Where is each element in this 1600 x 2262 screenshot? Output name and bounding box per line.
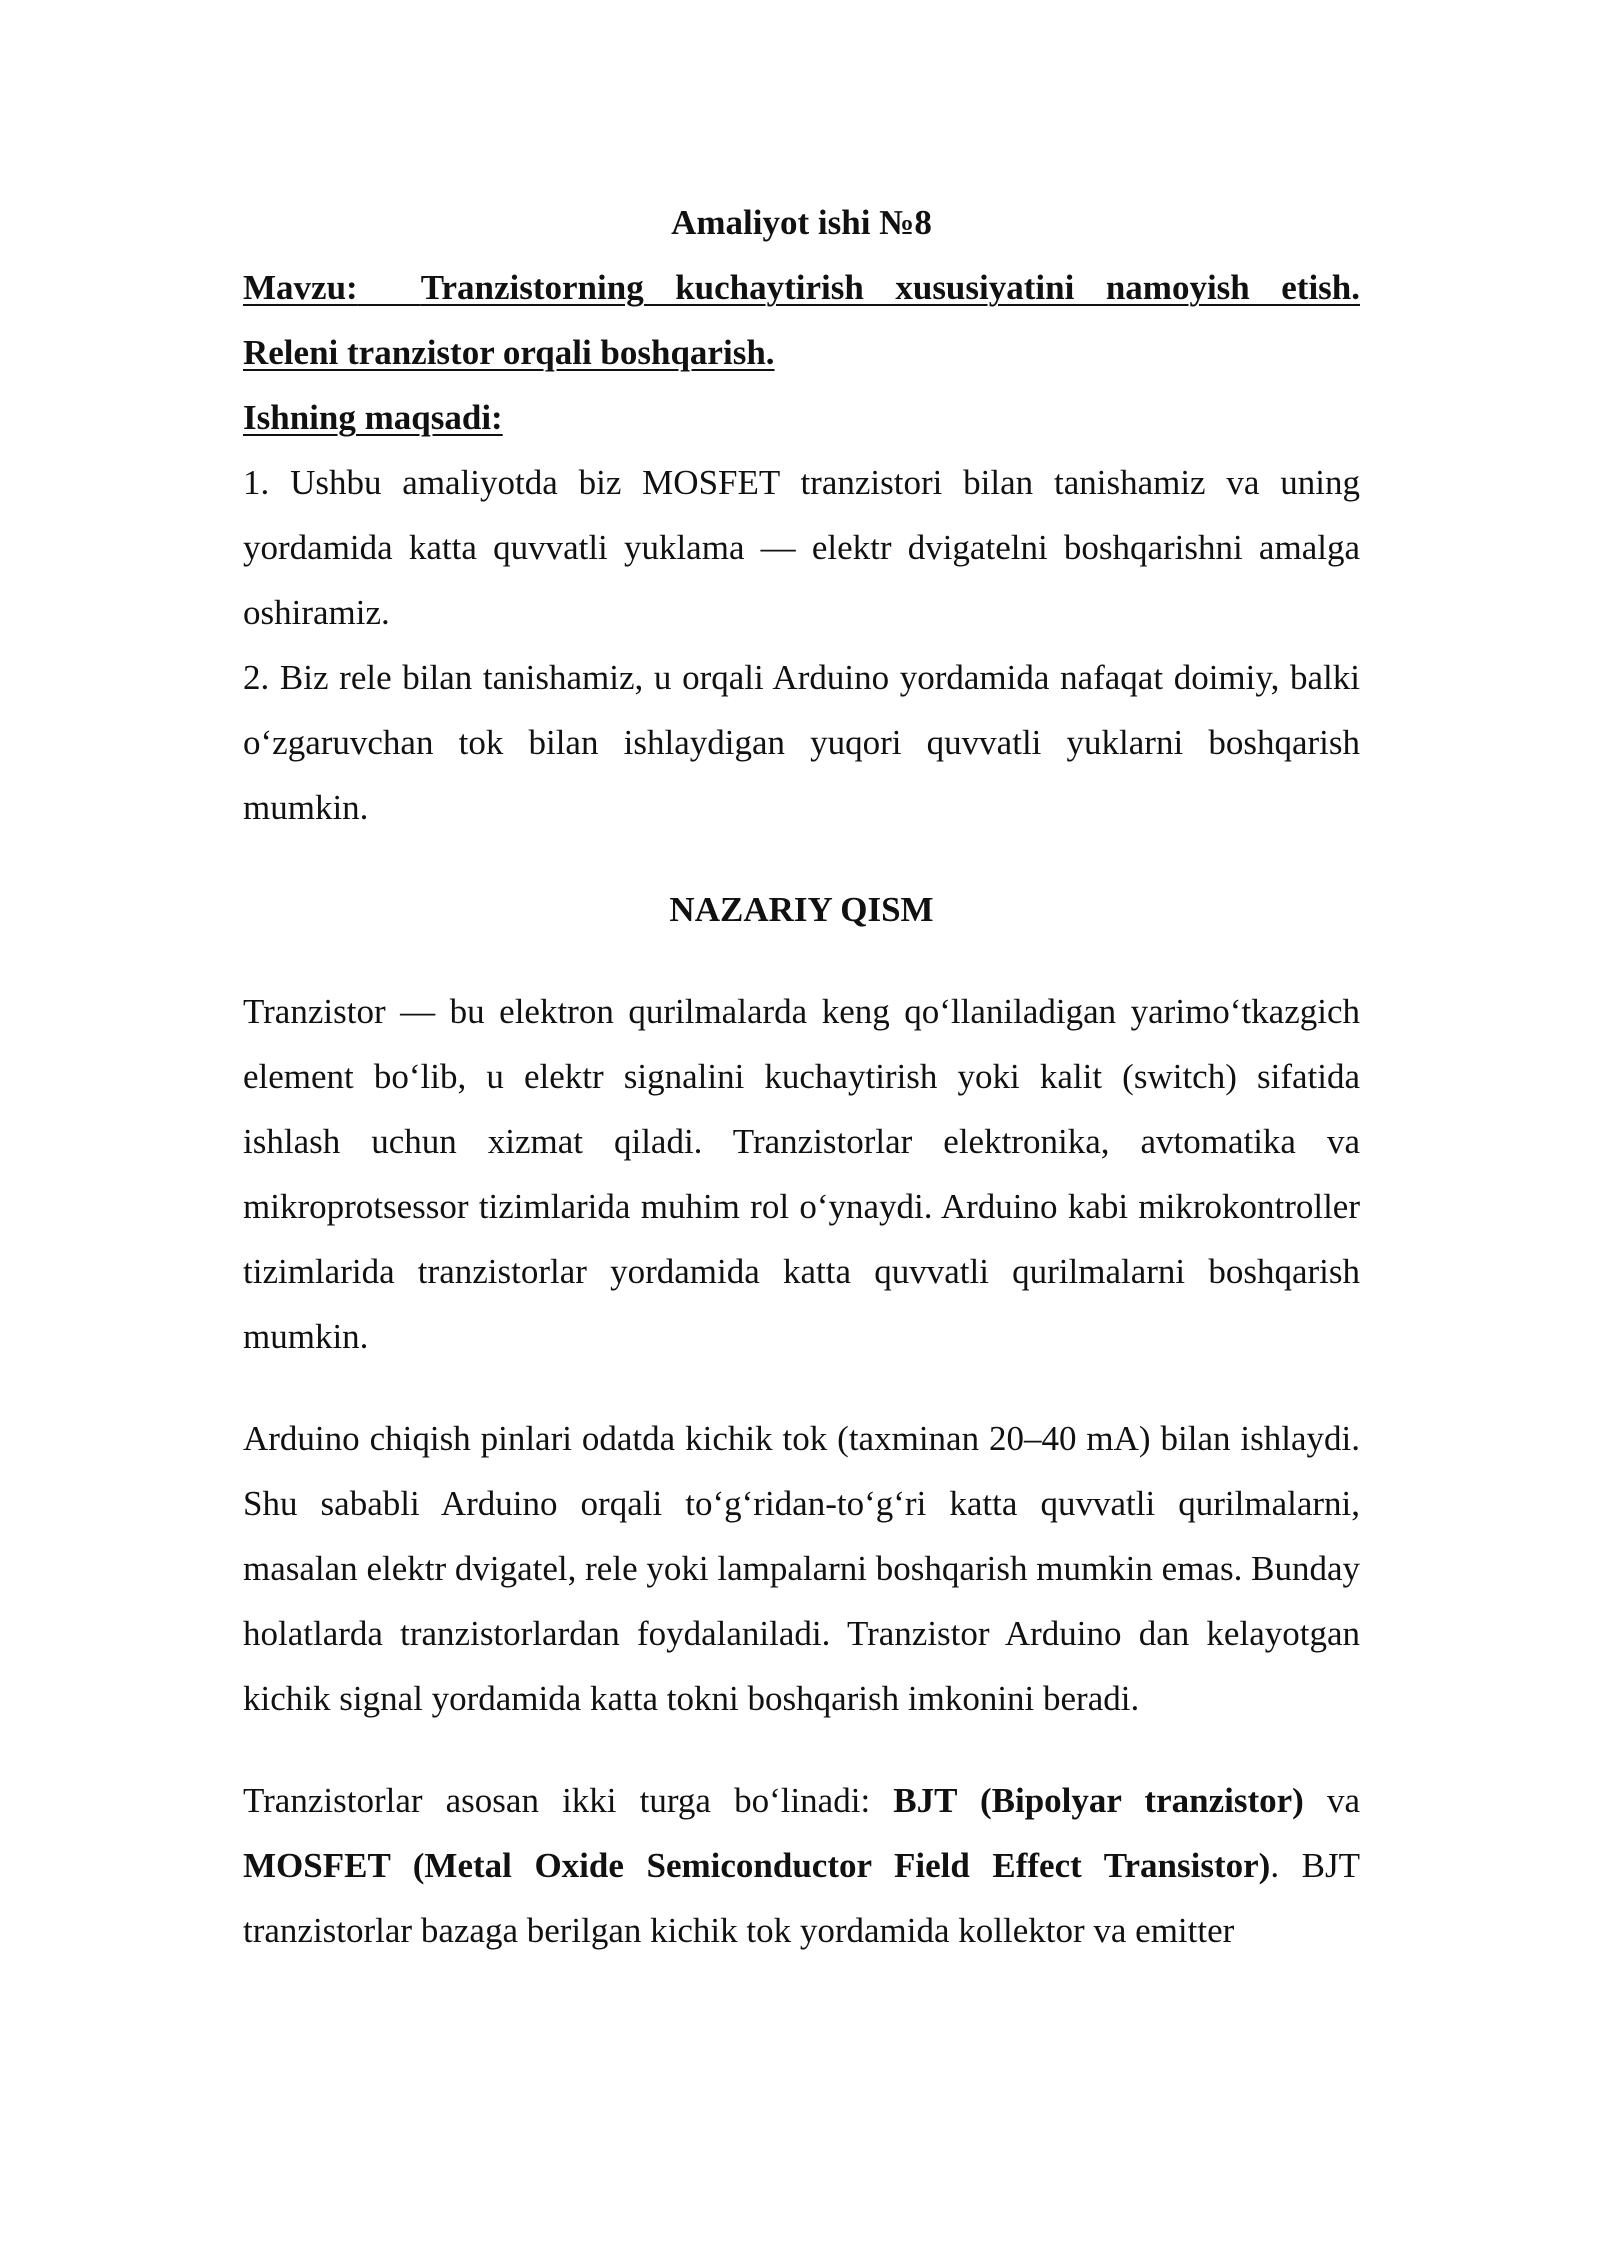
paragraph-3-text-1: Tranzistorlar asosan ikki turga bo‘linadi: — [243, 1781, 894, 1820]
section-heading: NAZARIY QISM — [669, 890, 934, 929]
topic-text-1: Tranzistorning kuchaytirish xususiyatini namoyish etish. — [420, 268, 1361, 307]
topic-line-2: Releni tranzistor orqali boshqarish. — [243, 333, 775, 372]
topic-line-1 — [243, 255, 1360, 320]
paragraph-3-bold-mosfet: MOSFET (Metal Oxide Semiconductor Field Effect Transistor) — [243, 1846, 1271, 1885]
goal-heading: Ishning maqsadi: — [243, 398, 503, 437]
document-title: Amaliyot ishi №8 — [671, 203, 932, 242]
paragraph-2: Arduino chiqish pinlari odatda kichik tok (taxminan 20–40 mA) bilan ishlaydi. Shu sababli Arduino orqali to‘g‘ridan-to‘g‘ri katta quvvatli qurilmalarni, masalan elektr dvigatel, rele yoki lampalarni boshqarish mumkin emas. Bunday holatlarda tranzistorlardan foydalaniladi. Tranzistor Arduino dan kelayotgan kichik signal yordamida katta tokni boshqarish imkonini beradi. — [243, 1419, 1360, 1718]
goal-item-2: 2. Biz rele bilan tanishamiz, u orqali Arduino yordamida nafaqat doimiy, balki o‘zgaruvchan tok bilan ishlaydigan yuqori quvvatli yuklarni boshqarish mumkin. — [243, 658, 1360, 827]
paragraph-3 — [243, 1768, 1360, 1963]
goal-item-1: 1. Ushbu amaliyotda biz MOSFET tranzistori bilan tanishamiz va uning yordamida katta quvvatli yuklama — elektr dvigatelni boshqarishni amalga oshiramiz. — [243, 463, 1360, 632]
paragraph-3-bold-bjt: BJT (Bipolyar tranzistor) — [893, 1781, 1304, 1820]
paragraph-3-text-2: va — [1303, 1781, 1360, 1820]
topic-label: Mavzu: — [243, 268, 358, 307]
paragraph-1: Tranzistor — bu elektron qurilmalarda keng qo‘llaniladigan yarimo‘tkazgich element bo‘lib, u elektr signalini kuchaytirish yoki kalit (switch) sifatida ishlash uchun xizmat qiladi. Tranzistorlar elektronika, avtomatika va mikroprotsessor tizimlarida muhim rol o‘ynaydi. Arduino kabi mikrokontroller tizimlarida tranzistorlar yordamida katta quvvatli qurilmalarni boshqarish mumkin. — [243, 992, 1360, 1356]
document-page — [243, 190, 1360, 1963]
paragraph-3-text-3: . BJT tranzistorlar bazaga berilgan kichik tok yordamida kollektor va emitter — [243, 1846, 1360, 1950]
